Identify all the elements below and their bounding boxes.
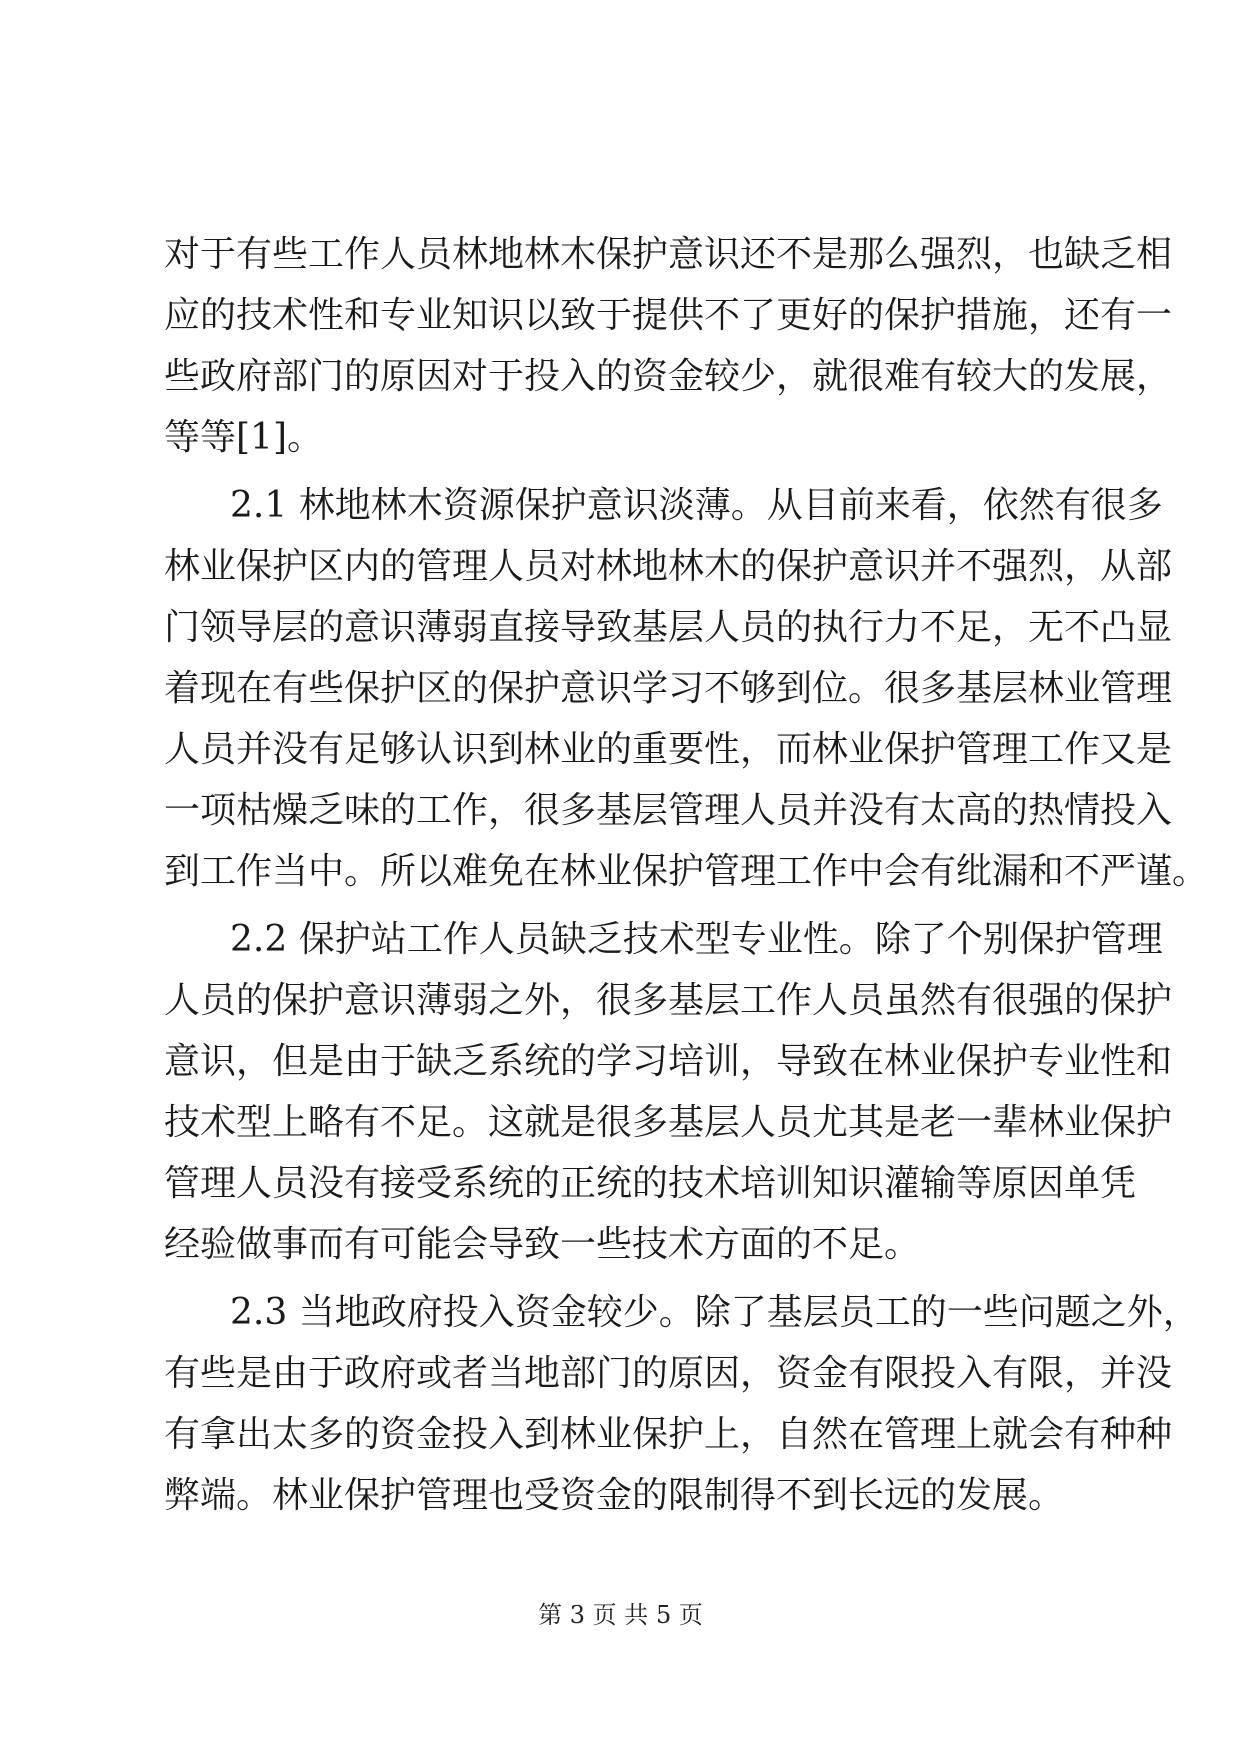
text-line: 管理人员没有接受系统的正统的技术培训知识灌输等原因单凭 xyxy=(164,1163,1137,1204)
text-line: 对于有些工作人员林地林木保护意识还不是那么强烈，也缺乏相 xyxy=(164,234,1173,275)
text-line: 些政府部门的原因对于投入的资金较少，就很难有较大的发展， xyxy=(164,356,1173,397)
body-text xyxy=(164,224,1209,1533)
text-line: 2.1 林地林木资源保护意识淡薄。从目前来看，依然有很多 xyxy=(230,485,1163,526)
text-line: 到工作当中。所以难免在林业保护管理工作中会有纰漏和不严谨。 xyxy=(164,851,1209,892)
text-line: 等等[1]。 xyxy=(164,417,323,458)
text-line: 经验做事而有可能会导致一些技术方面的不足。 xyxy=(164,1224,921,1265)
text-line: 应的技术性和专业知识以致于提供不了更好的保护措施，还有一 xyxy=(164,295,1173,336)
text-line: 门领导层的意识薄弱直接导致基层人员的执行力不足，无不凸显 xyxy=(164,607,1173,648)
text-line: 人员的保护意识薄弱之外，很多基层工作人员虽然有很强的保护 xyxy=(164,980,1173,1021)
text-line: 技术型上略有不足。这就是很多基层人员尤其是老一辈林业保护 xyxy=(164,1102,1173,1143)
text-line: 林业保护区内的管理人员对林地林木的保护意识并不强烈，从部 xyxy=(164,546,1173,587)
text-line: 人员并没有足够认识到林业的重要性，而林业保护管理工作又是 xyxy=(164,729,1173,770)
paragraph-intro-continuation xyxy=(164,224,1173,468)
text-line: 2.2 保护站工作人员缺乏技术型专业性。除了个别保护管理 xyxy=(230,919,1163,960)
paragraph-section-2-2 xyxy=(164,909,1173,1275)
text-line: 有拿出太多的资金投入到林业保护上，自然在管理上就会有种种 xyxy=(164,1414,1173,1455)
page-number-footer: 第 3 页 共 5 页 xyxy=(538,1601,703,1629)
paragraph-section-2-3 xyxy=(164,1282,1199,1526)
text-line: 一项枯燥乏味的工作，很多基层管理人员并没有太高的热情投入 xyxy=(164,790,1173,831)
text-line: 有些是由于政府或者当地部门的原因，资金有限投入有限，并没 xyxy=(164,1353,1173,1394)
text-line: 2.3 当地政府投入资金较少。除了基层员工的一些问题之外， xyxy=(230,1292,1199,1333)
text-line: 着现在有些保护区的保护意识学习不够到位。很多基层林业管理 xyxy=(164,668,1173,709)
paragraph-section-2-1 xyxy=(164,475,1209,902)
text-line: 弊端。林业保护管理也受资金的限制得不到长远的发展。 xyxy=(164,1475,1065,1516)
text-line: 意识，但是由于缺乏系统的学习培训，导致在林业保护专业性和 xyxy=(164,1041,1173,1082)
